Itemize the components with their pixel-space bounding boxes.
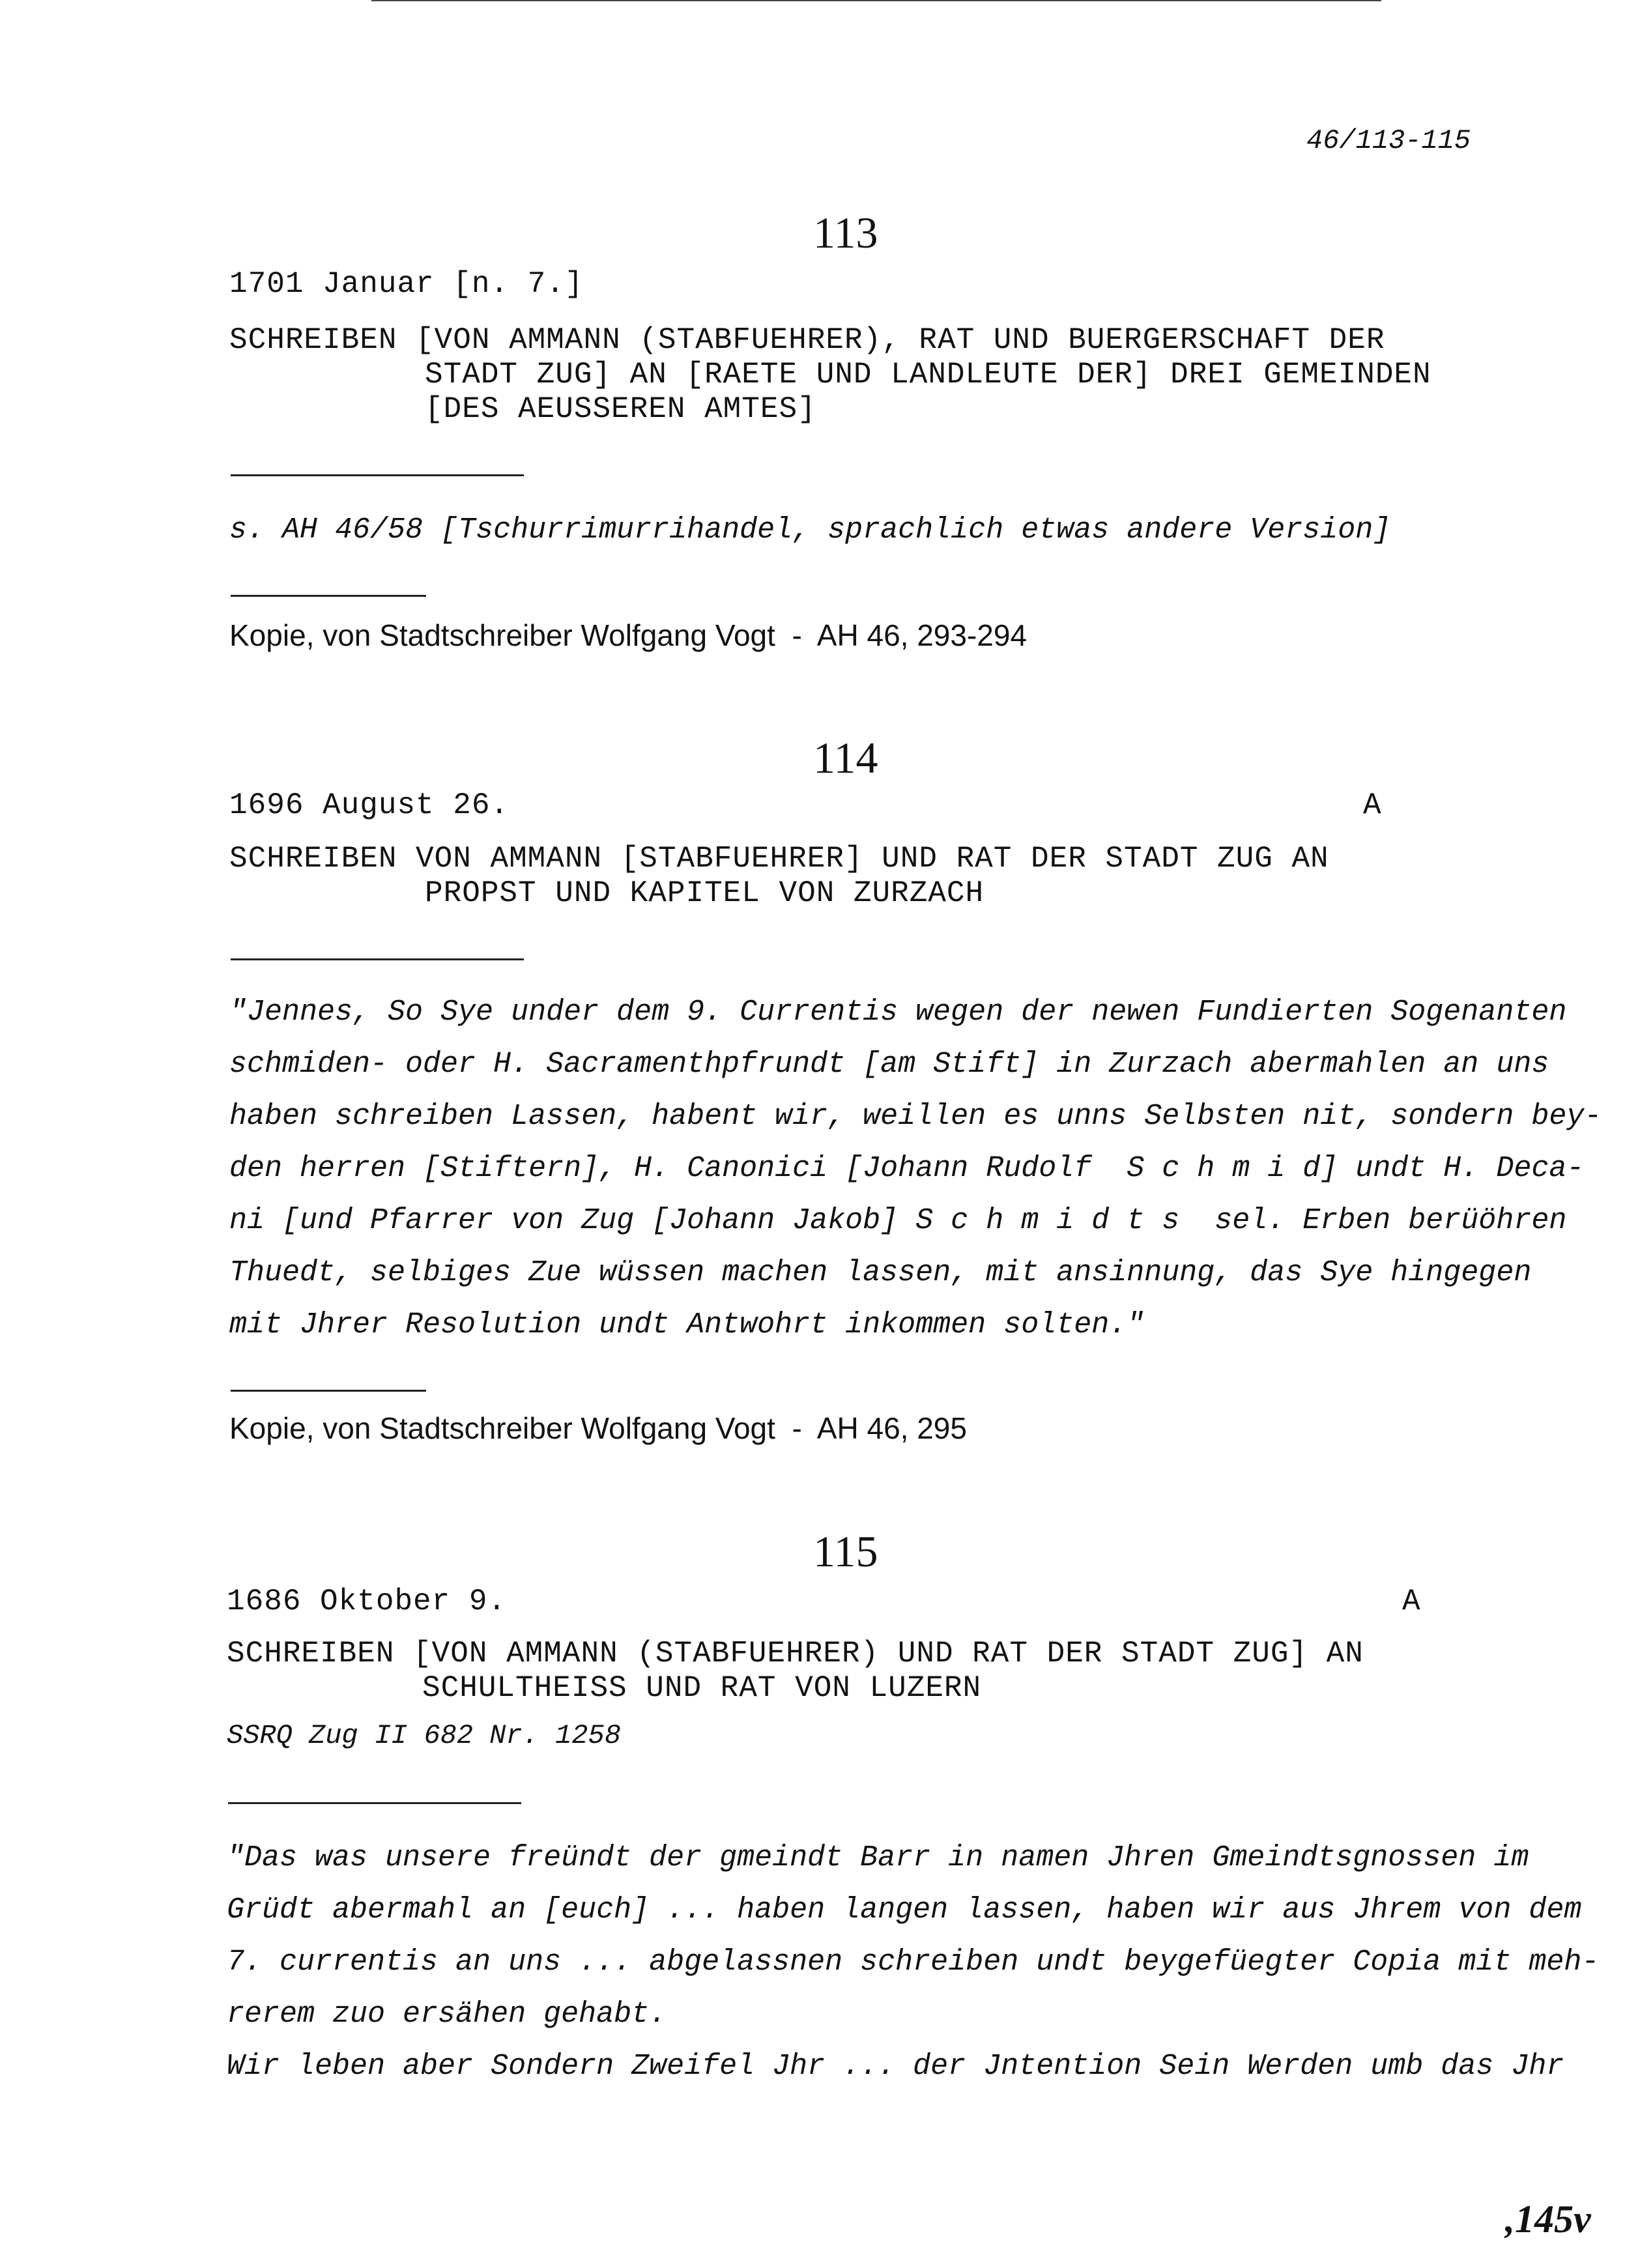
entry-115-date: 1686 Oktober 9. (227, 1585, 507, 1618)
entry-114-quote-line-1: "Jennes, So Sye under dem 9. Currentis wegen der newen Fundierten Sogenanten (229, 996, 1567, 1029)
entry-114-quote-line-3: haben schreiben Lassen, habent wir, weillen es unns Selbsten nit, sondern bey- (229, 1100, 1602, 1133)
entry-114-source: Kopie, von Stadtschreiber Wolfgang Vogt - AH 46, 295 (229, 1411, 967, 1445)
entry-115-quote-line-1: "Das was unsere freündt der gmeindt Barr in namen Jhren Gmeindtsgnossen im (227, 1841, 1529, 1874)
entry-113-source: Kopie, von Stadtschreiber Wolfgang Vogt - AH 46, 293-294 (229, 618, 1028, 652)
entry-114-date: 1696 August 26. (229, 788, 510, 822)
handwritten-folio-number: ,145v (1505, 2198, 1591, 2241)
entry-114-title-line-1: SCHREIBEN VON AMMANN [STABFUEHRER] UND RAT DER STADT ZUG AN (229, 842, 1329, 876)
entry-number-114: 114 (813, 733, 878, 782)
entry-115-note: SSRQ Zug II 682 Nr. 1258 (227, 1720, 621, 1751)
entry-114-marker: A (1363, 788, 1382, 822)
entry-114-rule-2 (231, 1390, 426, 1392)
entry-114-quote-line-2: schmiden- oder H. Sacramenthpfrundt [am Stift] in Zurzach abermahlen an uns (229, 1048, 1549, 1081)
entry-113-title-line-2: STADT ZUG] AN [RAETE UND LANDLEUTE DER] DREI GEMEINDEN (425, 358, 1431, 392)
top-border-line (371, 0, 1381, 1)
entry-114-quote-line-6: Thuedt, selbiges Zue wüssen machen lassen, mit ansinnung, das Sye hingegen (229, 1256, 1532, 1289)
entry-115-title-line-1: SCHREIBEN [VON AMMANN (STABFUEHRER) UND RAT DER STADT ZUG] AN (227, 1637, 1364, 1671)
entry-113-note: s. AH 46/58 [Tschurrimurrihandel, sprachlich etwas andere Version] (229, 513, 1391, 547)
entry-114-title-line-2: PROPST UND KAPITEL VON ZURZACH (425, 876, 985, 910)
entry-115-title-line-2: SCHULTHEISS UND RAT VON LUZERN (422, 1671, 982, 1705)
entry-113-rule-2 (231, 595, 426, 597)
entry-114-quote-line-4: den herren [Stiftern], H. Canonici [Johann Rudolf S c h m i d] undt H. Deca- (229, 1152, 1585, 1185)
entry-115-rule-1 (228, 1802, 521, 1804)
entry-114-quote-line-7: mit Jhrer Resolution undt Antwohrt inkommen solten." (229, 1308, 1145, 1342)
entry-115-quote-line-4: rerem zuo ersähen gehabt. (227, 1998, 667, 2031)
entry-113-rule-1 (231, 474, 524, 476)
entry-113-date: 1701 Januar [n. 7.] (229, 267, 584, 301)
entry-114-rule-1 (231, 958, 524, 960)
page-reference: 46/113-115 (1306, 125, 1471, 156)
entry-113-title-line-3: [DES AEUSSEREN AMTES] (425, 392, 816, 426)
entry-115-quote-line-5: Wir leben aber Sondern Zweifel Jhr ... der Jntention Sein Werden umb das Jhr (227, 2050, 1564, 2083)
entry-114-quote-line-5: ni [und Pfarrer von Zug [Johann Jakob] S c h m i d t s sel. Erben berüöhren (229, 1204, 1567, 1237)
entry-115-quote-line-2: Grüdt abermahl an [euch] ... haben langen lassen, haben wir aus Jhrem von dem (227, 1893, 1582, 1927)
entry-115-quote-line-3: 7. currentis an uns ... abgelassnen schreiben undt beygefüegter Copia mit meh- (227, 1945, 1600, 1979)
entry-number-115: 115 (813, 1527, 878, 1576)
entry-number-113: 113 (813, 208, 878, 257)
entry-113-title-line-1: SCHREIBEN [VON AMMANN (STABFUEHRER), RAT UND BUERGERSCHAFT DER (229, 323, 1385, 357)
entry-115-marker: A (1402, 1585, 1421, 1618)
